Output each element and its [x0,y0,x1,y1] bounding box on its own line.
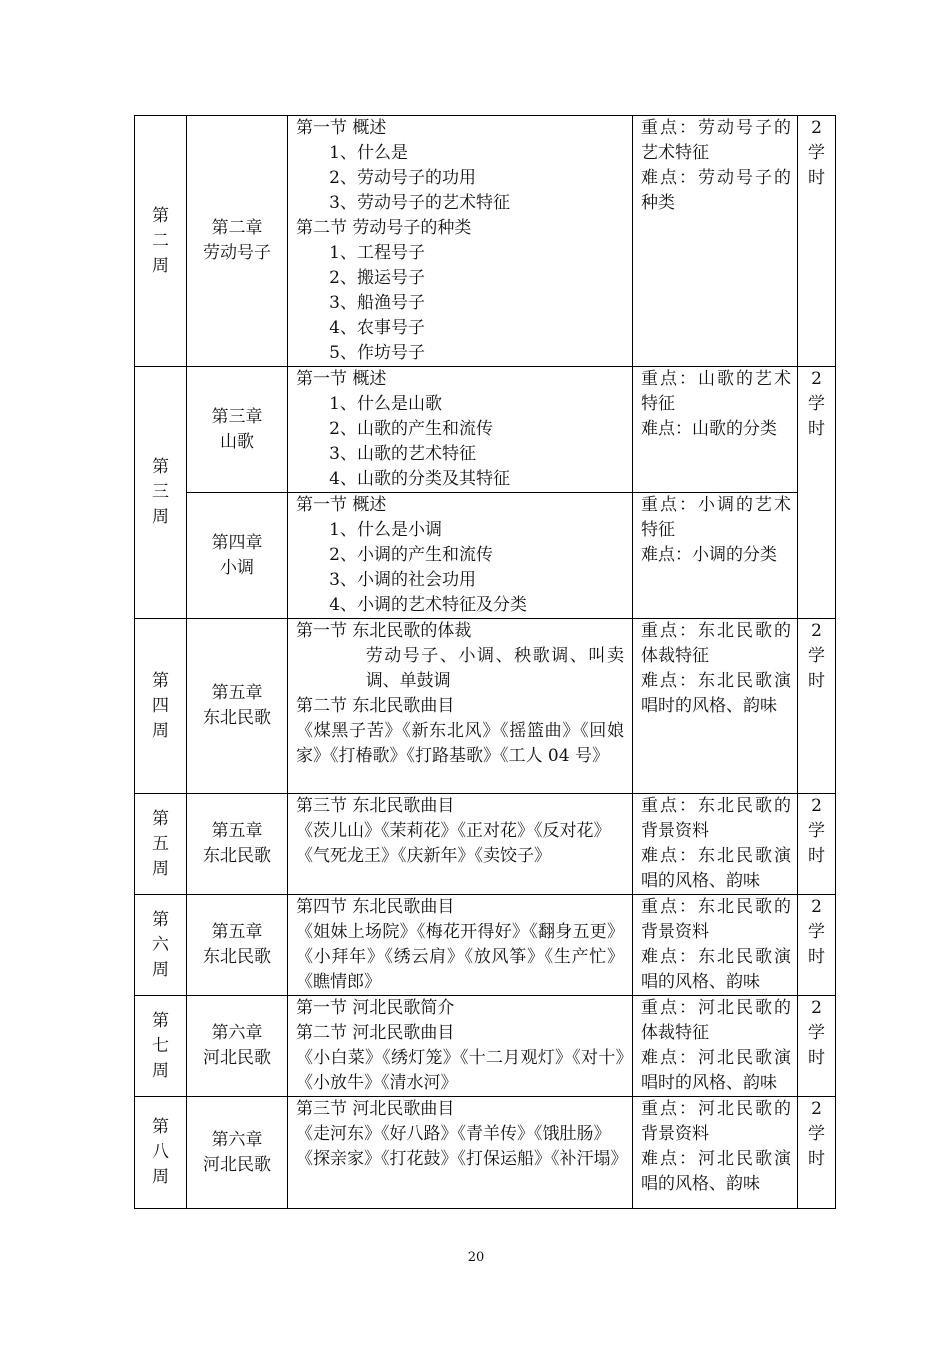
key-points-cell [633,367,798,493]
content-cell [288,367,633,493]
difficulty-text: 难点：东北民歌演唱的风格、韵味 [641,947,791,992]
content-line: 第一节 概述 [296,118,387,138]
content-line: 1、工程号子 [329,243,425,263]
key-point-text: 重点：东北民歌的背景资料 [641,796,791,841]
table-row [135,895,836,996]
week-cell [135,619,187,794]
difficulty-text: 难点：劳动号子的种类 [641,168,791,213]
week-label: 第五周 [152,808,169,879]
chapter-cell [187,116,288,367]
chapter-number: 第五章 [211,683,263,703]
key-points-cell [633,996,798,1097]
content-line: 《茨儿山》《茉莉花》《正对花》《反对花》 [296,821,611,841]
chapter-number: 第二章 [211,218,263,238]
content-line: 4、山歌的分类及其特征 [329,469,510,489]
chapter-number: 第六章 [211,1023,263,1043]
syllabus-table-body [135,116,836,1209]
hours-cell [798,1097,836,1209]
content-line: 第二节 劳动号子的种类 [296,218,472,238]
hours-label: 2学时 [808,621,825,691]
chapter-number: 第五章 [211,821,263,841]
chapter-cell [187,619,288,794]
chapter-number: 第六章 [211,1129,263,1150]
hours-label: 2学时 [808,118,825,188]
week-cell [135,794,187,895]
key-point-text: 重点：小调的艺术特征 [641,495,791,540]
chapter-title: 东北民歌 [203,846,271,866]
week-cell [135,367,187,619]
chapter-title: 小调 [220,557,254,578]
chapter-title: 山歌 [220,431,254,452]
content-line: 1、什么是小调 [329,520,442,540]
content-line: 第一节 概述 [296,495,387,515]
content-line: 《走河东》《好八路》《青羊传》《饿肚肠》 [296,1124,611,1144]
chapter-number: 第四章 [211,532,263,553]
content-line: 第一节 河北民歌简介 [296,998,455,1018]
table-row [135,996,836,1097]
key-points-cell [633,116,798,367]
key-point-text: 重点：河北民歌的背景资料 [641,1099,791,1144]
content-cell [288,895,633,996]
week-label: 第八周 [152,1117,169,1187]
content-line: 《姐妹上场院》《梅花开得好》《翻身五更》《小拜年》《绣云肩》《放风筝》《生产忙》《瞧情郎》 [296,922,624,992]
table-row [135,619,836,794]
table-row [135,794,836,895]
difficulty-text: 难点：河北民歌演唱时的风格、韵味 [641,1048,791,1093]
key-point-text: 重点：东北民歌的背景资料 [641,897,791,942]
content-cell [288,996,633,1097]
chapter-cell [187,895,288,996]
content-line: 3、山歌的艺术特征 [329,444,476,464]
week-label: 第四周 [152,670,169,741]
week-label: 第二周 [152,205,169,276]
week-label: 第六周 [152,909,169,980]
chapter-cell [187,996,288,1097]
content-line: 第二节 东北民歌曲目 [296,696,455,716]
content-cell [288,493,633,619]
chapter-title: 河北民歌 [203,1154,271,1175]
content-cell [288,116,633,367]
key-point-text: 重点：东北民歌的体裁特征 [641,621,791,666]
week-label: 第七周 [152,1010,169,1081]
hours-cell [798,116,836,367]
hours-cell [798,996,836,1097]
key-points-cell [633,895,798,996]
key-points-cell [633,619,798,794]
content-line: 第四节 东北民歌曲目 [296,897,455,917]
content-line: 1、什么是 [329,143,408,163]
key-point-text: 重点：劳动号子的艺术特征 [641,118,791,163]
content-line: 2、劳动号子的功用 [329,168,476,188]
page-number: 20 [467,1250,485,1265]
content-line: 《气死龙王》《庆新年》《卖饺子》 [296,846,551,866]
content-cell [288,794,633,895]
content-line: 《探亲家》《打花鼓》《打保运船》《补汗塌》 [296,1149,628,1169]
hours-label: 2学时 [808,369,825,439]
content-line: 4、农事号子 [329,318,425,338]
content-line: 第三节 河北民歌曲目 [296,1099,455,1119]
hours-cell [798,367,836,619]
difficulty-text: 难点：东北民歌演唱的风格、韵味 [641,846,791,891]
hours-label: 2学时 [808,897,825,967]
content-line: 4、小调的艺术特征及分类 [329,595,527,615]
table-row [135,493,836,619]
content-cell [288,619,633,794]
chapter-number: 第五章 [211,922,263,942]
hours-cell [798,619,836,794]
content-line: 《小白菜》《绣灯笼》《十二月观灯》《对十》《小放牛》《清水河》 [296,1048,624,1093]
week-label: 第三周 [152,457,169,527]
difficulty-text: 难点：东北民歌演唱时的风格、韵味 [641,671,791,716]
content-line: 第三节 东北民歌曲目 [296,796,455,816]
difficulty-text: 难点：山歌的分类 [641,419,777,439]
key-point-text: 重点：河北民歌的体裁特征 [641,998,791,1043]
key-points-cell [633,1097,798,1209]
content-line: 第一节 东北民歌的体裁 [296,621,472,641]
chapter-cell [187,794,288,895]
content-line: 5、作坊号子 [329,343,425,363]
difficulty-text: 难点：河北民歌演唱的风格、韵味 [641,1149,791,1194]
chapter-title: 河北民歌 [203,1048,271,1068]
table-row [135,116,836,367]
content-line: 劳动号子、小调、秧歌调、叫卖调、单鼓调 [365,646,624,691]
chapter-cell [187,367,288,493]
content-line: 3、船渔号子 [329,293,425,313]
chapter-title: 东北民歌 [203,947,271,967]
chapter-title: 东北民歌 [203,708,271,728]
week-cell [135,996,187,1097]
table-row [135,1097,836,1209]
chapter-number: 第三章 [211,406,263,427]
content-line: 《煤黑子苦》《新东北风》《摇篮曲》《回娘家》《打椿歌》《打路基歌》《工人 04 号》 [296,721,624,766]
content-line: 2、搬运号子 [329,268,425,288]
syllabus-table [134,115,836,1209]
chapter-cell [187,493,288,619]
content-line: 第一节 概述 [296,369,387,389]
content-cell [288,1097,633,1209]
hours-label: 2学时 [808,998,825,1068]
week-cell [135,116,187,367]
table-row [135,367,836,493]
key-points-cell [633,493,798,619]
hours-cell [798,895,836,996]
hours-cell [798,794,836,895]
hours-label: 2学时 [808,796,825,866]
content-line: 3、小调的社会功用 [329,570,476,590]
key-point-text: 重点：山歌的艺术特征 [641,369,791,414]
content-line: 2、小调的产生和流传 [329,545,493,565]
chapter-title: 劳动号子 [203,243,271,263]
content-line: 第二节 河北民歌曲目 [296,1023,455,1043]
content-line: 2、山歌的产生和流传 [329,419,493,439]
key-points-cell [633,794,798,895]
difficulty-text: 难点：小调的分类 [641,545,777,565]
chapter-cell [187,1097,288,1209]
content-line: 1、什么是山歌 [329,394,442,414]
content-line: 3、劳动号子的艺术特征 [329,193,510,213]
week-cell [135,1097,187,1209]
week-cell [135,895,187,996]
hours-label: 2学时 [808,1099,825,1169]
